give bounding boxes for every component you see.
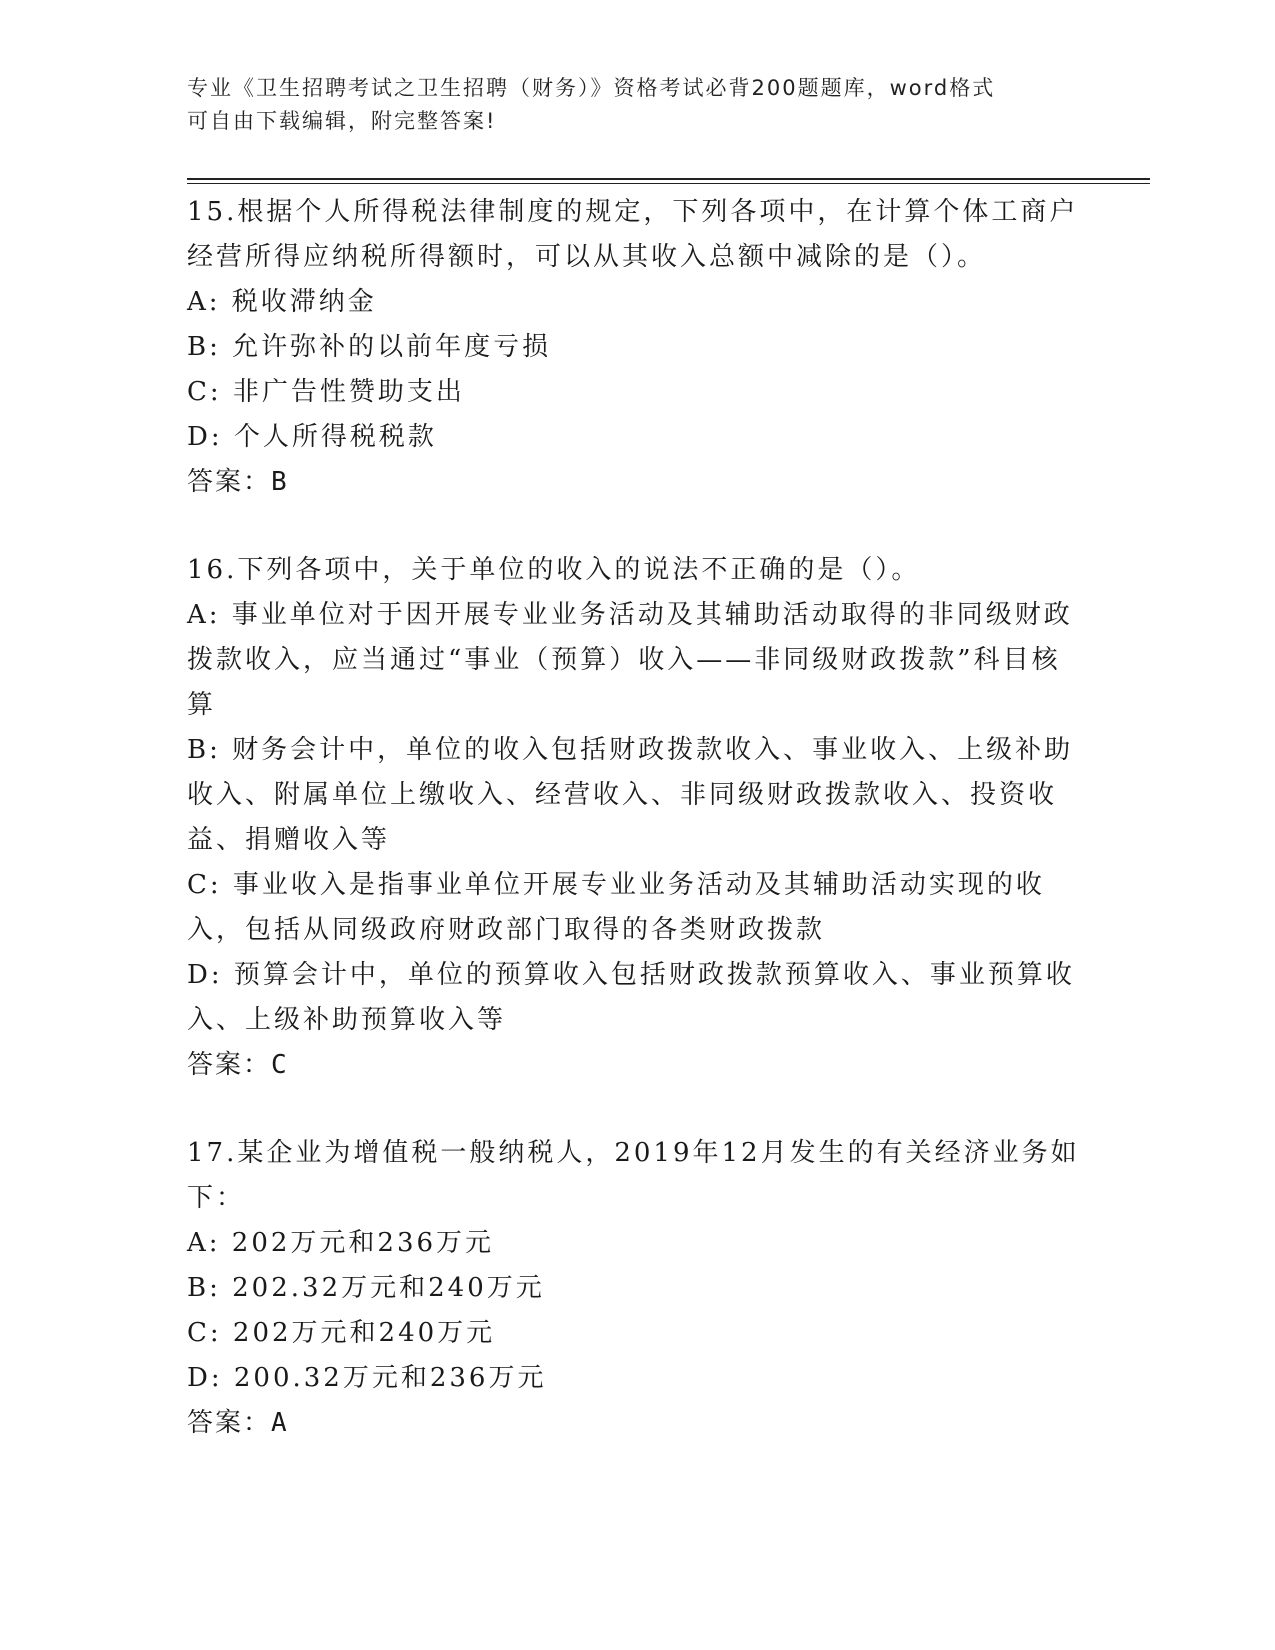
option-c: C: 202万元和240万元 bbox=[187, 1318, 496, 1348]
header-line-1: 专业《卫生招聘考试之卫生招聘（财务）》资格考试必背200题题库，word格式 bbox=[187, 76, 996, 100]
option-c: C: 事业收入是指事业单位开展专业业务活动及其辅助活动实现的收入，包括从同级政府财政部门取得的各类财政拨款 bbox=[187, 870, 1045, 945]
option-d: D: 预算会计中，单位的预算收入包括财政拨款预算收入、事业预算收入、上级补助预算收入等 bbox=[187, 960, 1075, 1035]
option-c: C: 非广告性赞助支出 bbox=[187, 377, 465, 407]
question-text: 17.某企业为增值税一般纳税人，2019年12月发生的有关经济业务如下： bbox=[187, 1138, 1080, 1213]
question-block bbox=[187, 548, 1087, 1088]
option-a: A: 202万元和236万元 bbox=[187, 1228, 495, 1258]
header-divider-thick bbox=[187, 178, 1150, 180]
option-a: A: 事业单位对于因开展专业业务活动及其辅助活动取得的非同级财政拨款收入，应当通过“事业（预算）收入——非同级财政拨款”科目核算 bbox=[187, 600, 1073, 720]
answer-value: A bbox=[271, 1408, 289, 1438]
option-a: A: 税收滞纳金 bbox=[187, 287, 377, 317]
option-b: B: 财务会计中，单位的收入包括财政拨款收入、事业收入、上级补助收入、附属单位上缴收入、经营收入、非同级财政拨款收入、投资收益、捐赠收入等 bbox=[187, 735, 1074, 855]
answer-line bbox=[187, 460, 1087, 505]
question-text: 15.根据个人所得税法律制度的规定，下列各项中，在计算个体工商户经营所得应纳税所得额时，可以从其收入总额中减除的是（）。 bbox=[187, 197, 1079, 272]
answer-label: 答案： bbox=[187, 467, 272, 497]
question-block bbox=[187, 1131, 1087, 1446]
answer-value: C bbox=[271, 1050, 289, 1080]
header-divider-thin bbox=[187, 183, 1150, 184]
question-text: 16.下列各项中，关于单位的收入的说法不正确的是（）。 bbox=[187, 555, 921, 585]
answer-label: 答案： bbox=[187, 1408, 272, 1438]
header-line-2: 可自由下载编辑，附完整答案! bbox=[187, 109, 497, 133]
question-block bbox=[187, 190, 1087, 505]
option-b: B: 202.32万元和240万元 bbox=[187, 1273, 545, 1303]
option-d: D: 个人所得税税款 bbox=[187, 422, 437, 452]
answer-label: 答案： bbox=[187, 1050, 272, 1080]
answer-line bbox=[187, 1043, 1087, 1088]
answer-value: B bbox=[271, 467, 289, 497]
question-list bbox=[187, 190, 1087, 1489]
option-d: D: 200.32万元和236万元 bbox=[187, 1363, 547, 1393]
answer-line bbox=[187, 1401, 1087, 1446]
option-b: B: 允许弥补的以前年度亏损 bbox=[187, 332, 552, 362]
document-header bbox=[187, 72, 1067, 138]
